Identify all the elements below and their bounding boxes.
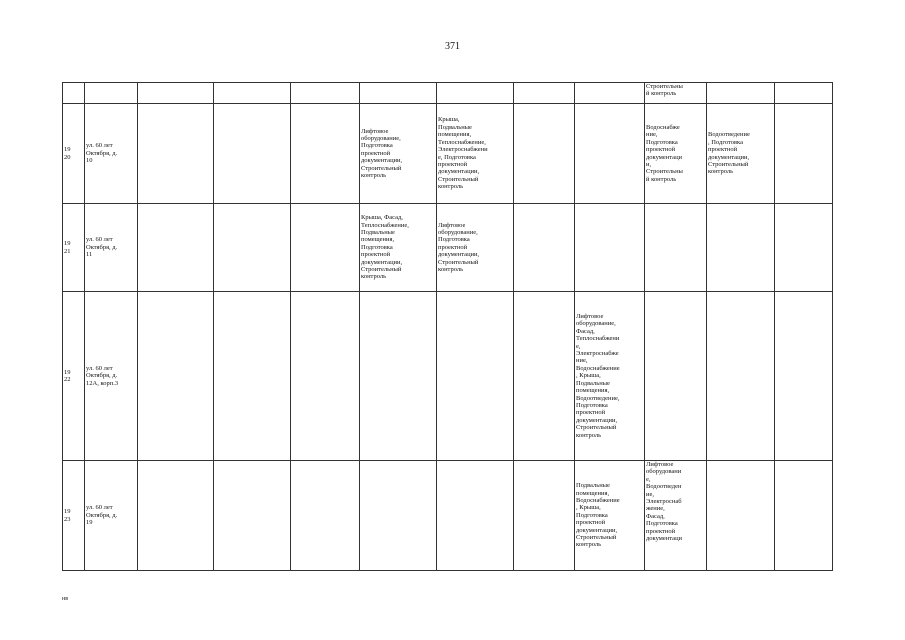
work-type-cell: Лифтовое оборудование, Подготовка проектной документации, Строительный контроль: [360, 104, 437, 204]
work-type-cell: [360, 83, 437, 104]
address-cell: [85, 83, 138, 104]
work-type-cell: [707, 461, 775, 571]
work-type-cell: [360, 461, 437, 571]
row-number-cell: 19 21: [63, 204, 85, 292]
work-type-cell: [138, 461, 214, 571]
row-number-cell: 19 22: [63, 292, 85, 461]
work-type-cell: Лифтовое оборудовани е, Водоотведен ие, Электроснаб жение, Фасад, Подготовка проектной документаци: [645, 461, 707, 571]
work-type-cell: [214, 292, 291, 461]
work-type-cell: [775, 204, 833, 292]
work-type-cell: [775, 292, 833, 461]
work-type-cell: [775, 104, 833, 204]
address-cell: ул. 60 лет Октября, д. 19: [85, 461, 138, 571]
work-type-cell: [214, 204, 291, 292]
address-cell: ул. 60 лет Октября, д. 11: [85, 204, 138, 292]
table-row: [63, 461, 833, 571]
repair-schedule-table: [62, 82, 833, 571]
work-type-cell: [291, 104, 360, 204]
work-type-cell: Крыша, Подвальные помещения, Теплоснабжение, Электроснабжени е, Подготовка проектной документации, Строительный контроль: [437, 104, 514, 204]
work-type-cell: Лифтовое оборудование, Фасад, Теплоснабжени е, Электроснабже ние, Водоснабжение , Крыша, Подвальные помещения, Водоотведение, Подготовка проектной документации, Строительный контроль: [575, 292, 645, 461]
table-row: [63, 104, 833, 204]
work-type-cell: [437, 292, 514, 461]
work-type-cell: [514, 461, 575, 571]
work-type-cell: [514, 292, 575, 461]
work-type-cell: [138, 204, 214, 292]
work-type-cell: [360, 292, 437, 461]
table-row: [63, 292, 833, 461]
work-type-cell: Подвальные помещения, Водоснабжение , Крыша, Подготовка проектной документации, Строительный контроль: [575, 461, 645, 571]
work-type-cell: [214, 83, 291, 104]
work-type-cell: [291, 292, 360, 461]
work-type-cell: [514, 204, 575, 292]
work-type-cell: [214, 461, 291, 571]
row-number-cell: [63, 83, 85, 104]
address-cell: ул. 60 лет Октября, д. 10: [85, 104, 138, 204]
work-type-cell: [645, 292, 707, 461]
work-type-cell: [437, 461, 514, 571]
work-type-cell: [514, 104, 575, 204]
table-row: [63, 204, 833, 292]
work-type-cell: [514, 83, 575, 104]
work-type-cell: Строительны й контроль: [645, 83, 707, 104]
work-type-cell: Водоснабже ние, Подготовка проектной документаци и, Строительны й контроль: [645, 104, 707, 204]
table-row: [63, 83, 833, 104]
row-number-cell: 19 23: [63, 461, 85, 571]
work-type-cell: [575, 83, 645, 104]
work-type-cell: [138, 292, 214, 461]
work-type-cell: [291, 83, 360, 104]
row-number-cell: 19 20: [63, 104, 85, 204]
work-type-cell: [707, 204, 775, 292]
work-type-cell: [775, 461, 833, 571]
work-type-cell: [138, 83, 214, 104]
work-type-cell: Лифтовое оборудование, Подготовка проектной документации, Строительный контроль: [437, 204, 514, 292]
work-type-cell: [437, 83, 514, 104]
work-type-cell: [138, 104, 214, 204]
work-type-cell: Водоотведение , Подготовка проектной документации, Строительный контроль: [707, 104, 775, 204]
work-type-cell: [645, 204, 707, 292]
work-type-cell: [214, 104, 291, 204]
work-type-cell: Крыша, Фасад, Теплоснабжение, Подвальные помещения, Подготовка проектной документации, Строительный контроль: [360, 204, 437, 292]
footer-mark: нв: [62, 596, 69, 602]
page-number: 371: [445, 41, 460, 52]
work-type-cell: [575, 104, 645, 204]
work-type-cell: [707, 292, 775, 461]
work-type-cell: [575, 204, 645, 292]
work-type-cell: [291, 204, 360, 292]
work-type-cell: [707, 83, 775, 104]
work-type-cell: [775, 83, 833, 104]
address-cell: ул. 60 лет Октября, д. 12А, корп.3: [85, 292, 138, 461]
work-type-cell: [291, 461, 360, 571]
